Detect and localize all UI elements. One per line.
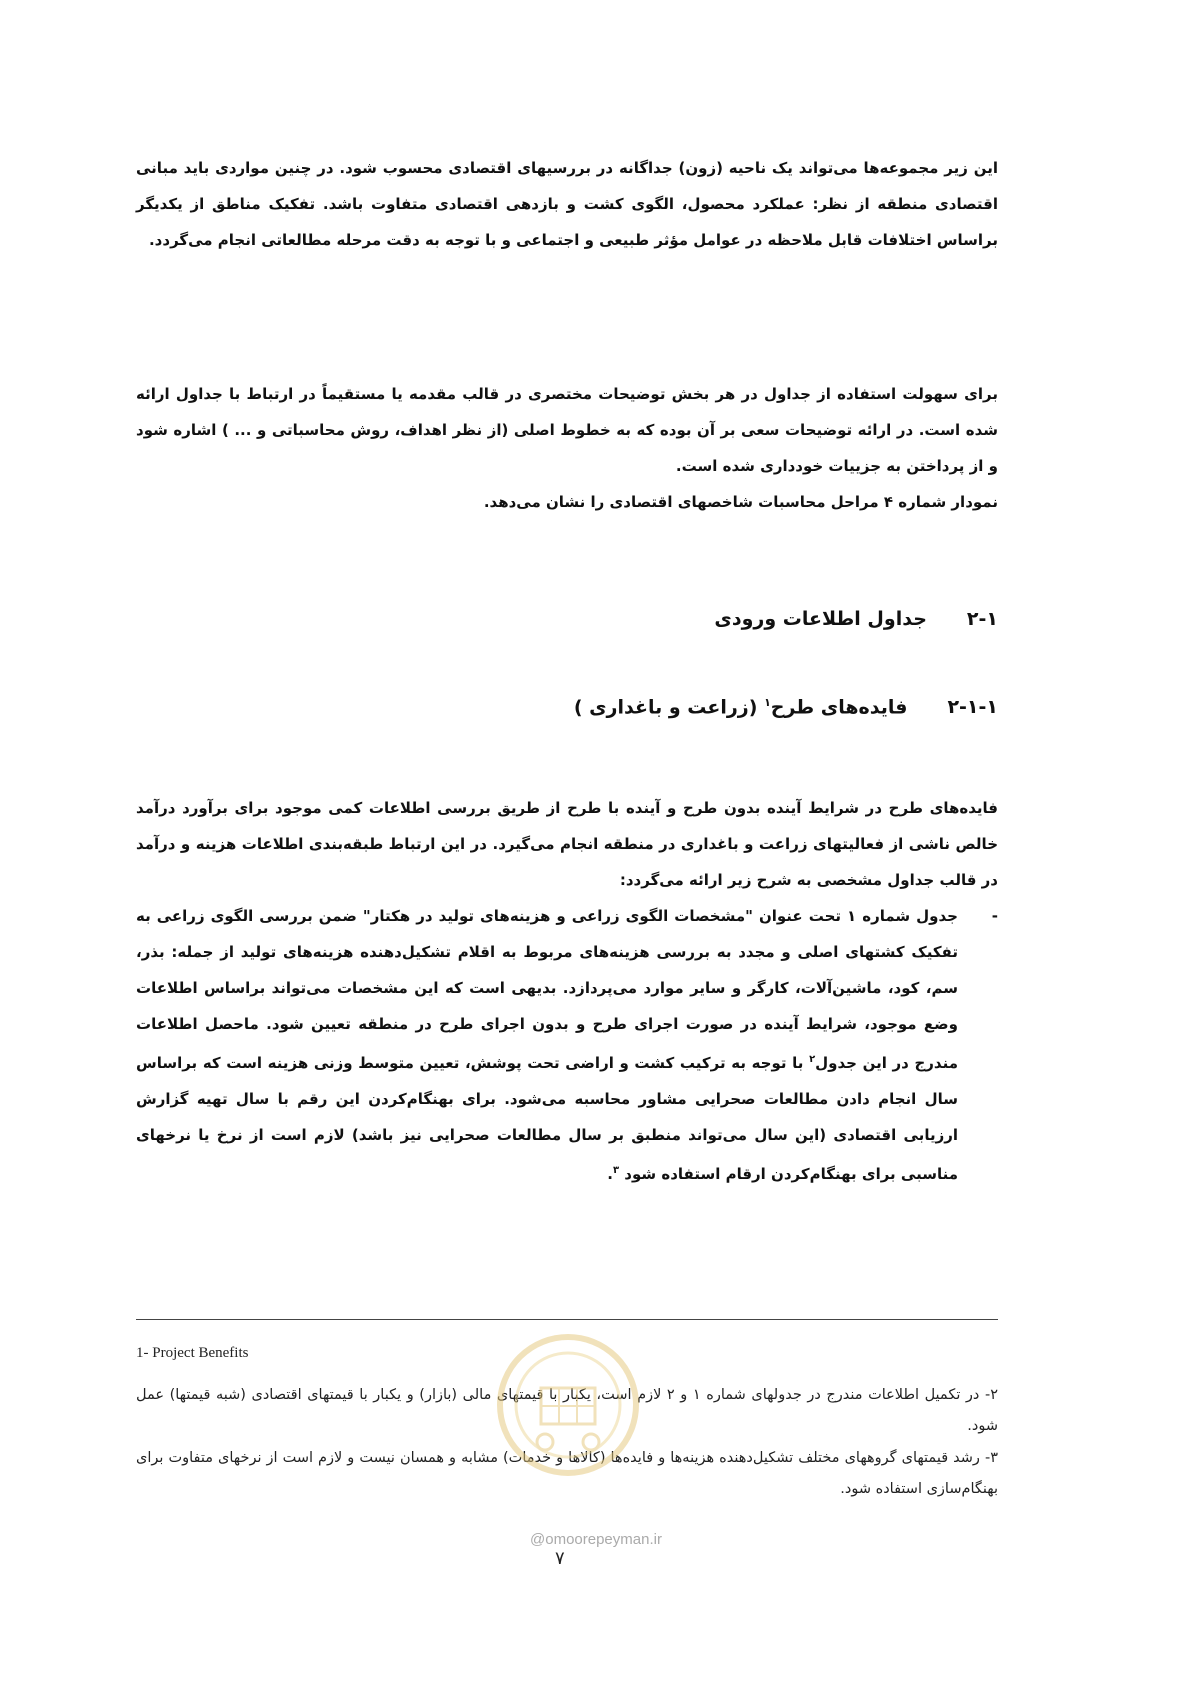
diagram-reference-line: نمودار شماره ۴ مراحل محاسبات شاخصهای اقتصادی را نشان می‌دهد. — [483, 493, 998, 511]
section-heading-input-tables — [714, 608, 998, 630]
section-title: جداول اطلاعات ورودی — [714, 608, 927, 630]
footnote-1: 1- Project Benefits — [136, 1345, 249, 1361]
footnote-ref-3: ۳ — [612, 1165, 620, 1176]
footnote-3: ۳- رشد قیمتهای گروههای مختلف تشکیل‌دهنده هزینه‌ها و فایده‌ها (کالاها و خدمات) مشابه و همسان نیست و لازم است از نرخهای متفاوت برای بهنگام‌سازی استفاده شود. — [136, 1450, 998, 1497]
subsection-title-b: (زراعت و باغداری ) — [573, 696, 758, 719]
subsection-heading-project-benefits — [574, 696, 998, 718]
subsection-title-a: فایده‌های طرح — [770, 696, 908, 719]
paragraph-zones-text: این زیر مجموعه‌ها می‌تواند یک ناحیه (زون) جداگانه در بررسیهای اقتصادی محسوب شود. در چنین مواردی باید مبانی اقتصادی منطقه از نظر: عملکرد محصول، الگوی کشت و بازدهی اقتصادی متفاوت باشد. تفکیک مناطق از یکدیگر براساس اختلافات قابل ملاحظه در عوامل مؤثر طبیعی و اجتماعی و با توجه به دقت مرحله مطالعاتی انجام می‌گردد. — [136, 159, 998, 249]
footnote-divider — [136, 1319, 998, 1320]
bullet-table-1 — [136, 898, 998, 1192]
watermark-seal-icon — [493, 1330, 643, 1480]
paragraph-tables-usage — [136, 376, 998, 520]
paragraph-zones — [136, 150, 998, 258]
bullet-dash: - — [991, 907, 998, 925]
bullet-end: . — [607, 1165, 613, 1183]
footnote-ref-1: ۱ — [764, 696, 771, 709]
subsection-number: ۲-۱-۱ — [947, 696, 998, 719]
paragraph-tables-usage-text: برای سهولت استفاده از جداول در هر بخش توضیحات مختصری در قالب مقدمه یا مستقیماً در ارتباط با جداول ارائه شده است. در ارائه توضیحات سعی بر آن بوده که به خطوط اصلی (از نظر اهداف، روش محاسباتی و ... ) اشاره شود و از پرداختن به جزییات خودداری شده است. — [136, 385, 998, 475]
page-number: ۷ — [555, 1548, 565, 1569]
bullet-text-b: با توجه به ترکیب کشت و اراضی تحت پوشش، تعیین متوسط وزنی هزینه است که براساس سال انجام دادن مطالعات صحرایی مشاور محاسبه می‌شود. برای بهنگام‌کردن این رقم با سال تهیه گزارش ارزیابی اقتصادی (این سال می‌تواند منطبق بر سال مطالعات صحرایی نیز باشد) لازم است از نرخ یا نرخهای مناسبی برای بهنگام‌کردن ارقام استفاده شود — [136, 1054, 958, 1183]
footnote-ref-2: ۲ — [809, 1054, 816, 1065]
watermark-text: @omoorepeyman.ir — [530, 1531, 662, 1548]
paragraph-benefits-text: فایده‌های طرح در شرایط آینده بدون طرح و آینده با طرح از طریق بررسی اطلاعات کمی موجود برای برآورد درآمد خالص ناشی از فعالیتهای زراعت و باغداری در منطقه انجام می‌گیرد. در این ارتباط طبقه‌بندی اطلاعات هزینه و درآمد در قالب جداول مشخصی به شرح زیر ارائه می‌گردد: — [136, 799, 998, 889]
footnote-2: ۲- در تکمیل اطلاعات مندرج در جدولهای شماره ۱ و ۲ لازم است، یکبار با قیمتهای مالی (بازار) و یکبار با قیمتهای اقتصادی (شبه قیمتها) عمل شود. — [136, 1387, 998, 1434]
bullet-text — [136, 898, 958, 1192]
paragraph-benefits — [136, 790, 998, 898]
bullet-text-a: جدول شماره ۱ تحت عنوان "مشخصات الگوی زراعی و هزینه‌های تولید در هکتار" ضمن بررسی الگوی زراعی به تفکیک کشتهای اصلی و مجدد به بررسی هزینه‌های مربوط به اقلام تشکیل‌دهنده هزینه‌های تولید از جمله: بذر، سم، کود، ماشین‌آلات، کارگر و سایر موارد می‌پردازد. بدیهی است که این مشخصات می‌تواند براساس اطلاعات وضع موجود، شرایط آینده در صورت اجرای طرح و بدون اجرای طرح در منطقه تعیین شود. ماحصل اطلاعات مندرج در این جدول — [136, 907, 958, 1072]
section-number: ۲-۱ — [966, 608, 998, 630]
